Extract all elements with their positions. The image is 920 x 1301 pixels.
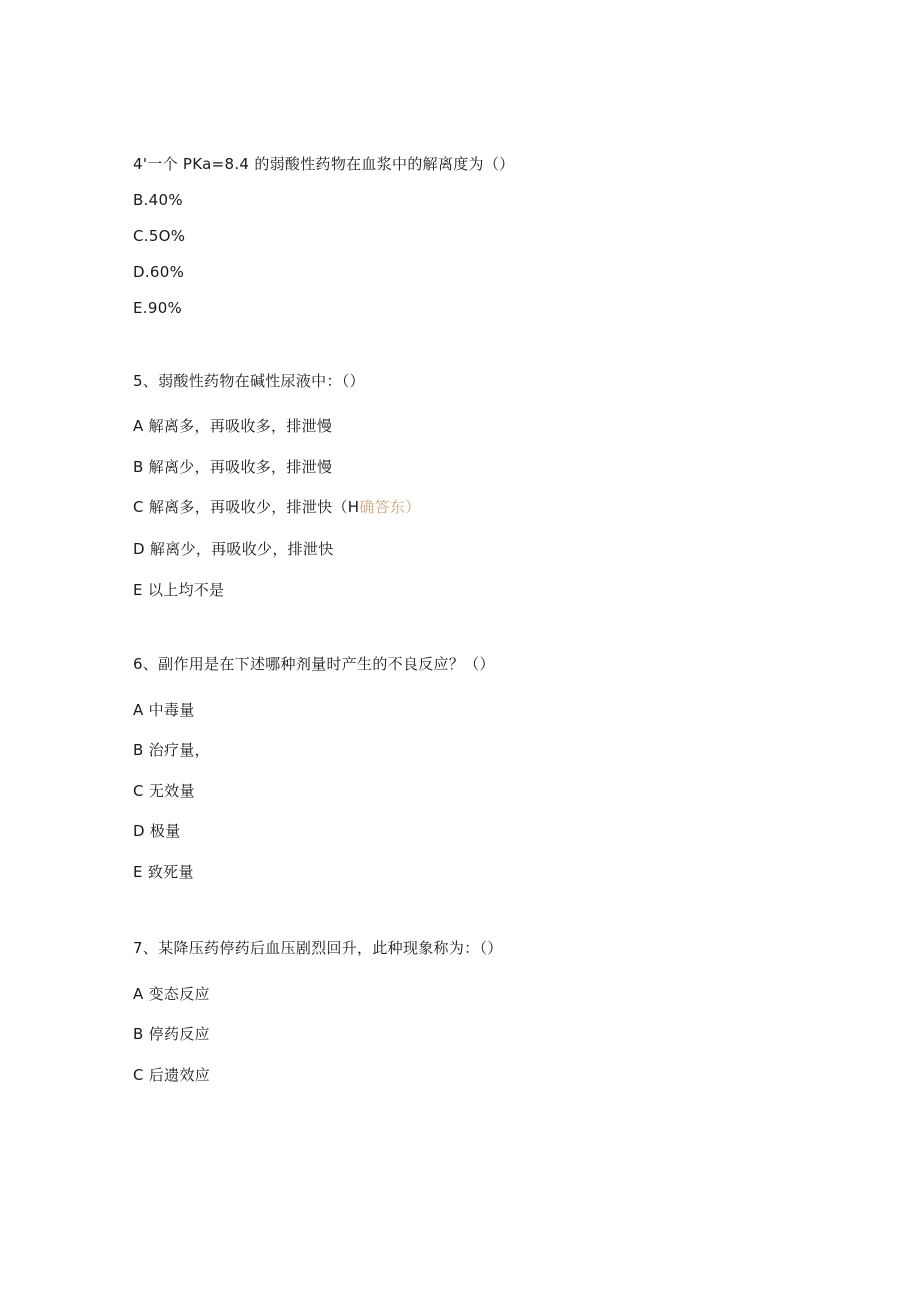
question-4-option-c: C.5O% [133, 227, 186, 245]
question-6-option-c: C 无效量 [133, 782, 195, 800]
question-5-option-c: C 解离多，再吸收少，排泄快（H [133, 498, 360, 516]
question-6-option-b: B 治疗量， [133, 741, 210, 759]
question-5-option-c-row [133, 497, 421, 517]
question-4-option-b: B.40% [133, 191, 183, 209]
question-5-option-d: D 解离少，再吸收少，排泄快 [133, 540, 334, 558]
question-7-option-a: A 变态反应 [133, 985, 210, 1003]
question-6-stem: 6、副作用是在下述哪种剂量时产生的不良反应？（） [133, 655, 495, 673]
question-7-option-b: B 停药反应 [133, 1025, 210, 1043]
question-5-answer-hint: 确答东） [359, 498, 421, 516]
question-6-option-d: D 极量 [133, 822, 181, 840]
question-5-stem: 5、弱酸性药物在碱性尿液中：（） [133, 372, 365, 390]
question-5-option-b: B 解离少，再吸收多，排泄慢 [133, 458, 333, 476]
question-5-option-a: A 解离多，再吸收多，排泄慢 [133, 417, 333, 435]
question-7-stem: 7、某降压药停药后血压剧烈回升，此种现象称为：（） [133, 939, 503, 957]
question-7-option-c: C 后遗效应 [133, 1066, 211, 1084]
question-4-option-d: D.60% [133, 263, 185, 281]
question-6-option-e: E 致死量 [133, 863, 194, 881]
question-4-stem: 4'一个 PKa=8.4 的弱酸性药物在血浆中的解离度为（） [133, 155, 515, 173]
question-6-option-a: A 中毒量 [133, 701, 195, 719]
question-4-option-e: E.90% [133, 299, 183, 317]
question-5-option-e: E 以上均不是 [133, 581, 225, 599]
